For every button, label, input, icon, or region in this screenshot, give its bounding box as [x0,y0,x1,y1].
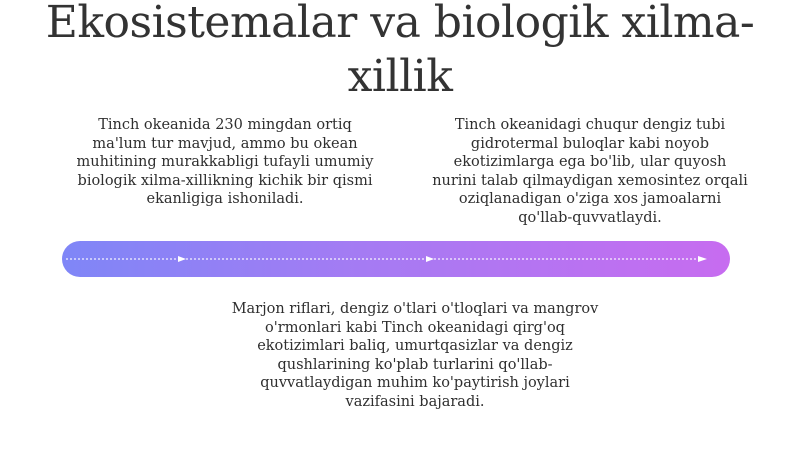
arrow-1-icon [178,256,186,262]
timeline-arrows [62,241,730,277]
arrow-3-icon [698,256,707,262]
item-text-2: Tinch okeanidagi chuqur dengiz tubi gidrotermal buloqlar kabi noyob ekotizimlarga ega bo'lib, ular quyosh nurini talab qilmaydigan xemosintez orqali oziqlanadigan o'ziga xos jamoalarni qo'llab-quvvatlaydi. [432,117,748,226]
page-title: Ekosistemalar va biologik xilma-xillik [45,0,755,102]
item-text-1: Tinch okeanida 230 mingdan ortiq ma'lum tur mavjud, ammo bu okean muhitining murakkabligi tufayli umumiy biologik xilma-xillikning kichik bir qismi ekanligiga ishoniladi. [76,117,374,207]
item-text-3: Marjon riflari, dengiz o'tlari o'tloqlari va mangrov o'rmonlari kabi Tinch okeanidagi qirg'oq ekotizimlari baliq, umurtqasizlar va dengiz qushlarining ko'plab turlarini qo'llab-quvvatlaydigan muhim ko'paytirish joylari vazifasini bajaradi. [231,301,599,410]
arrow-2-icon [426,256,434,262]
timeline-bar [62,241,730,277]
